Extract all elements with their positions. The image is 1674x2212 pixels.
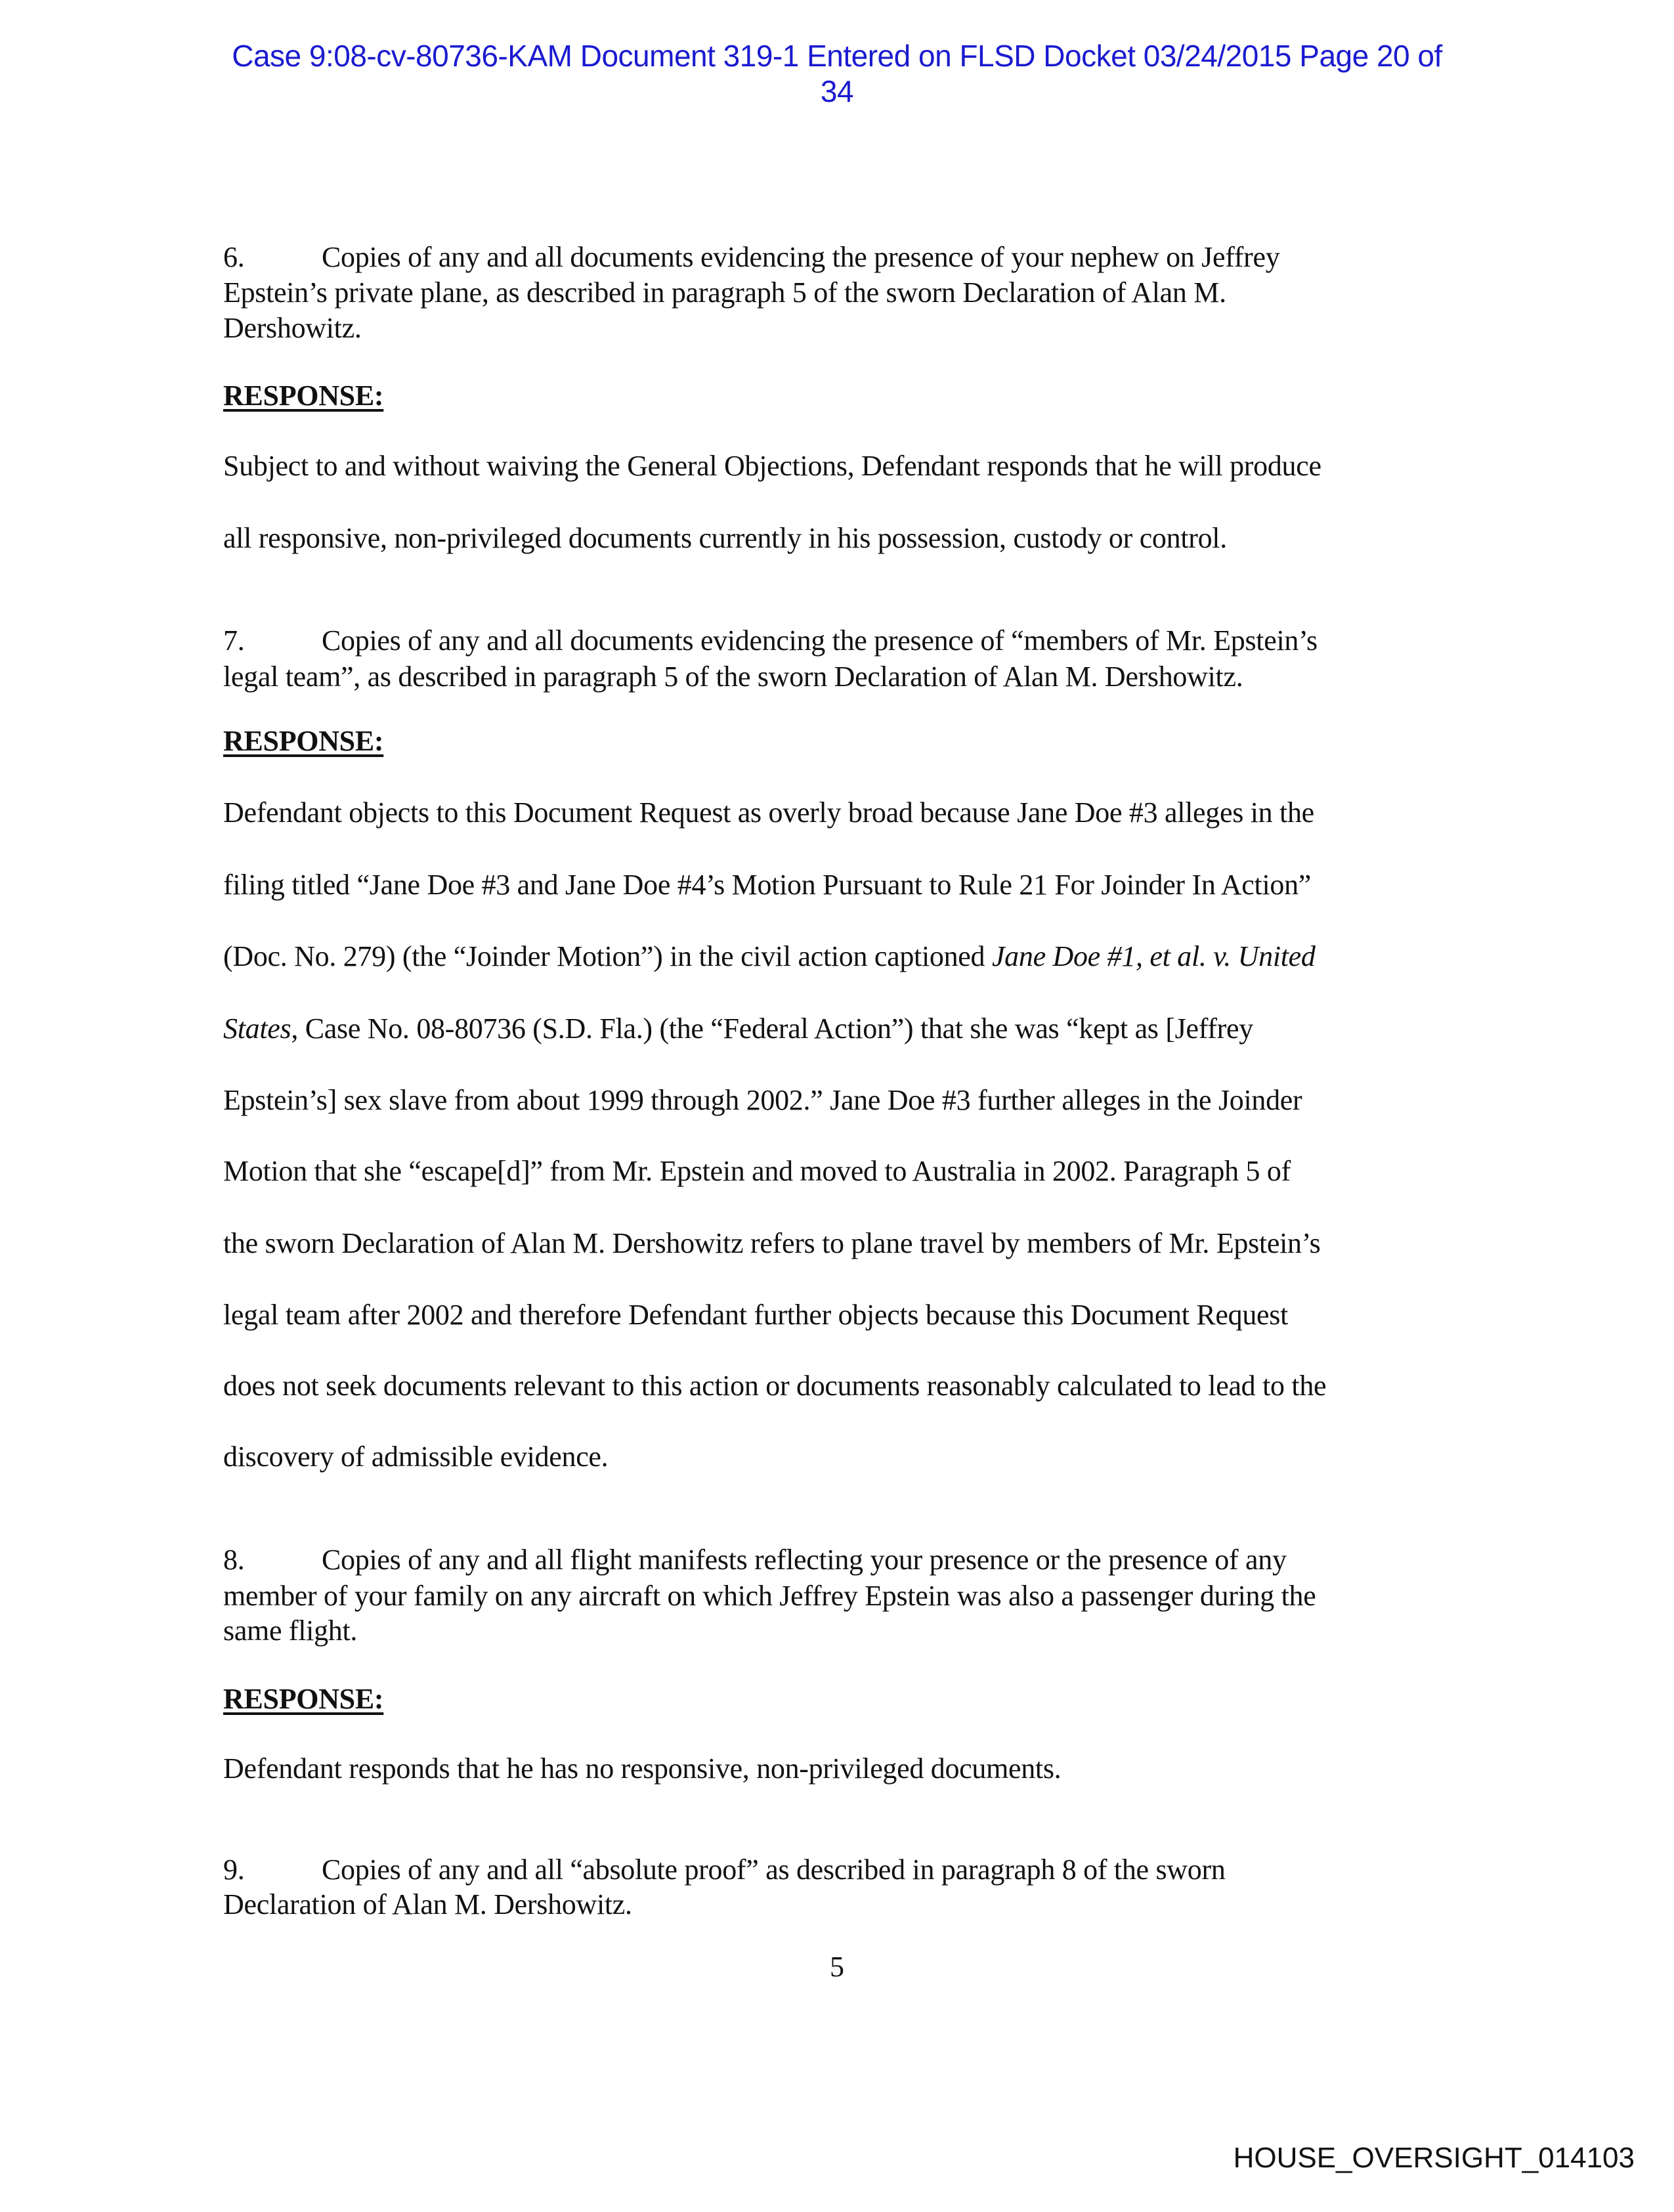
response-7-line-10: discovery of admissible evidence. [223,1441,609,1473]
response-7-line-3 [223,940,1316,973]
response-7-line-1: Defendant objects to this Document Request as overly broad because Jane Doe #3 alleges in the [223,796,1314,829]
response-8-line-1: Defendant responds that he has no responsive, non-privileged documents. [223,1752,1062,1785]
response-6-line-2: all responsive, non-privileged documents currently in his possession, custody or control. [223,522,1227,554]
case-caption: Jane Doe #1, et al. v. United [991,940,1316,972]
response-7-line-4 [223,1012,1253,1045]
response-6-line-1: Subject to and without waiving the General Objections, Defendant responds that he will produce [223,450,1321,482]
request-7-line-2: legal team”, as described in paragraph 5 of the sworn Declaration of Alan M. Dershowitz. [223,661,1243,693]
request-number: 6. [223,241,245,273]
request-7-line-1 [223,624,1318,657]
text-run: (Doc. No. 279) (the “Joinder Motion”) in the civil action captioned [223,940,992,972]
request-6-line-3: Dershowitz. [223,312,362,344]
request-text: Copies of any and all “absolute proof” as described in paragraph 8 of the sworn [322,1854,1226,1886]
response-7-line-8: legal team after 2002 and therefore Defendant further objects because this Document Request [223,1299,1289,1331]
response-7-line-7: the sworn Declaration of Alan M. Dershowitz refers to plane travel by members of Mr. Epstein’s [223,1227,1321,1259]
response-7-line-2: filing titled “Jane Doe #3 and Jane Doe #4’s Motion Pursuant to Rule 21 For Joinder In Action” [223,869,1311,901]
case-caption: States [223,1012,291,1045]
response-heading: RESPONSE: [223,725,384,757]
request-6-line-1 [223,240,1279,274]
request-number: 9. [223,1854,245,1886]
request-text: Copies of any and all flight manifests reflecting your presence or the presence of any [322,1544,1287,1576]
response-heading: RESPONSE: [223,380,384,412]
request-text: Copies of any and all documents evidencing the presence of “members of Mr. Epstein’s [322,624,1318,657]
request-9-line-2: Declaration of Alan M. Dershowitz. [223,1888,632,1920]
request-8-line-3: same flight. [223,1615,358,1647]
header-line-1: Case 9:08-cv-80736-KAM Document 319-1 Entered on FLSD Docket 03/24/2015 Page 20 of [232,39,1442,73]
response-7-line-9: does not seek documents relevant to this action or documents reasonably calculated to lead to the [223,1370,1327,1402]
response-7-line-5: Epstein’s] sex slave from about 1999 through 2002.” Jane Doe #3 further alleges in the Joinder [223,1084,1302,1116]
request-number: 7. [223,624,245,657]
request-8-line-1 [223,1543,1287,1576]
response-heading: RESPONSE: [223,1683,384,1715]
request-8-line-2: member of your family on any aircraft on which Jeffrey Epstein was also a passenger during the [223,1580,1316,1612]
request-number: 8. [223,1544,245,1576]
header-line-2: 34 [820,74,854,108]
request-9-line-1 [223,1853,1226,1886]
text-run: , Case No. 08-80736 (S.D. Fla.) (the “Federal Action”) that she was “kept as [Jeffrey [291,1012,1253,1045]
bates-number: HOUSE_OVERSIGHT_014103 [1233,2142,1635,2174]
request-text: Copies of any and all documents evidencing the presence of your nephew on Jeffrey [322,241,1280,273]
request-6-line-2: Epstein’s private plane, as described in paragraph 5 of the sworn Declaration of Alan M. [223,276,1226,309]
response-7-line-6: Motion that she “escape[d]” from Mr. Epstein and moved to Australia in 2002. Paragraph 5 of [223,1155,1291,1187]
page-number: 5 [830,1951,844,1983]
